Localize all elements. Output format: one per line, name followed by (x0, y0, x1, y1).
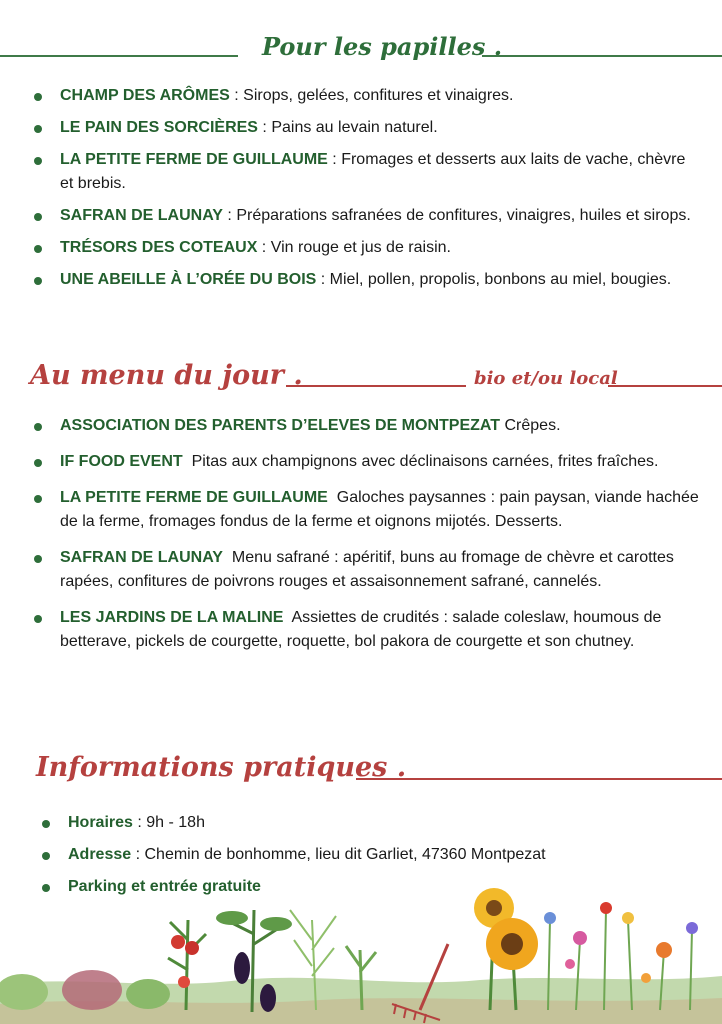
bullet-icon (34, 423, 42, 431)
leaf-icon (216, 911, 248, 925)
eggplant-icon (260, 984, 276, 1012)
list-item (60, 606, 700, 654)
item-name: UNE ABEILLE À L’ORÉE DU BOIS (60, 271, 317, 288)
item-separator (328, 489, 337, 506)
bullet-icon (34, 277, 42, 285)
cornflower-icon (544, 912, 556, 924)
list-item (60, 414, 700, 438)
lettuce-icon (126, 979, 170, 1009)
item-name: Horaires (68, 814, 133, 831)
item-desc: Vin rouge et jus de raisin. (270, 239, 451, 256)
tomato-icon (171, 935, 185, 949)
tomato-icon (178, 976, 190, 988)
section-papilles (0, 28, 722, 288)
producer-list (60, 84, 700, 300)
bullet-icon (34, 615, 42, 623)
item-name: CHAMP DES ARÔMES (60, 87, 230, 104)
item-desc: Préparations safranées de confitures, vinaigres, huiles et sirops. (236, 207, 691, 224)
bullet-icon (34, 125, 42, 133)
item-name: ASSOCIATION DES PARENTS D’ELEVES DE MONTPEZAT (60, 417, 501, 434)
bullet-icon (34, 245, 42, 253)
list-item (60, 268, 700, 292)
poppy-icon (600, 902, 612, 914)
flower-icon (641, 973, 651, 983)
flower-icon (656, 942, 672, 958)
item-desc: Miel, pollen, propolis, bonbons au miel, bougies. (329, 271, 672, 288)
sunflower-center-icon (486, 900, 502, 916)
section-infos (0, 752, 722, 895)
item-desc: Menu safrané : apéritif, buns au fromage de chèvre et carottes rapées, confitures de poivrons rouges et assaisonnement safrané, cannelés. (60, 549, 674, 590)
item-desc: 9h - 18h (146, 814, 205, 831)
item-name: LES JARDINS DE LA MALINE (60, 609, 284, 626)
item-name: TRÉSORS DES COTEAUX (60, 239, 258, 256)
bullet-icon (34, 459, 42, 467)
divider-rule-right (356, 778, 722, 780)
divider-rule-left (0, 55, 238, 57)
item-separator: : (131, 846, 145, 863)
item-name: IF FOOD EVENT (60, 453, 183, 470)
flower-icon (565, 959, 575, 969)
item-separator: : (257, 239, 271, 256)
cornflower-icon (686, 922, 698, 934)
section-subtitle: bio et/ou local (474, 368, 618, 389)
lettuce-icon (62, 970, 122, 1010)
item-desc: Sirops, gelées, confitures et vinaigres. (243, 87, 514, 104)
bullet-icon (34, 213, 42, 221)
list-item (68, 811, 708, 835)
item-separator: : (257, 119, 272, 136)
garden-illustration (0, 880, 722, 1024)
divider-rule-right (608, 385, 722, 387)
item-desc: Assiettes de crudités : salade coleslaw, houmous de betterave, pickels de courgette, roquette, bol pakora de courgette et son chutney. (60, 609, 662, 650)
list-item (60, 148, 700, 196)
section-menu (0, 358, 722, 650)
item-desc: Galoches paysannes : pain paysan, viande hachée de la ferme, fromages fondus de la ferme et oignons mijotés. Desserts. (60, 489, 699, 530)
list-item (60, 236, 700, 260)
item-name: SAFRAN DE LAUNAY (60, 549, 223, 566)
list-item (60, 486, 700, 534)
sunflower-center-icon (501, 933, 523, 955)
section-title: Au menu du jour . (30, 360, 303, 391)
leaf-icon (260, 917, 292, 931)
bullet-icon (34, 555, 42, 563)
item-name: LE PAIN DES SORCIÈRES (60, 119, 258, 136)
section-header (0, 28, 722, 68)
section-header (0, 358, 722, 398)
item-desc: Pains au levain naturel. (271, 119, 438, 136)
list-item (60, 546, 700, 594)
list-item (68, 843, 708, 867)
item-separator: : (327, 151, 342, 168)
menu-list (60, 414, 700, 666)
bullet-icon (34, 157, 42, 165)
section-title: Pour les papilles . (262, 32, 503, 61)
item-separator: : (316, 271, 330, 288)
list-item (60, 116, 700, 140)
item-name: LA PETITE FERME DE GUILLAUME (60, 489, 328, 506)
flower-icon (573, 931, 587, 945)
eggplant-icon (234, 952, 250, 984)
item-name: Adresse (68, 846, 132, 863)
item-separator (183, 453, 192, 470)
item-name: SAFRAN DE LAUNAY (60, 207, 223, 224)
flower-icon (622, 912, 634, 924)
list-item (60, 450, 700, 474)
section-title: Informations pratiques . (36, 752, 407, 783)
item-desc: Fromages et desserts aux laits de vache, chèvre et brebis. (60, 151, 686, 192)
divider-rule-mid (286, 385, 466, 387)
item-separator: : (222, 207, 237, 224)
bullet-icon (34, 495, 42, 503)
list-item (60, 84, 700, 108)
item-separator: : (132, 814, 147, 831)
bullet-icon (34, 93, 42, 101)
item-desc: Chemin de bonhomme, lieu dit Garliet, 47360 Montpezat (144, 846, 546, 863)
item-name: LA PETITE FERME DE GUILLAUME (60, 151, 328, 168)
bullet-icon (42, 852, 50, 860)
item-separator (223, 549, 232, 566)
bullet-icon (42, 820, 50, 828)
item-name: Parking et entrée gratuite (68, 878, 261, 895)
item-separator: : (229, 87, 244, 104)
tomato-icon (185, 941, 199, 955)
divider-rule-right (482, 55, 722, 57)
item-desc: Crêpes. (504, 417, 561, 434)
section-header (0, 752, 722, 792)
list-item (60, 204, 700, 228)
item-desc: Pitas aux champignons avec déclinaisons carnées, frites fraîches. (191, 453, 659, 470)
